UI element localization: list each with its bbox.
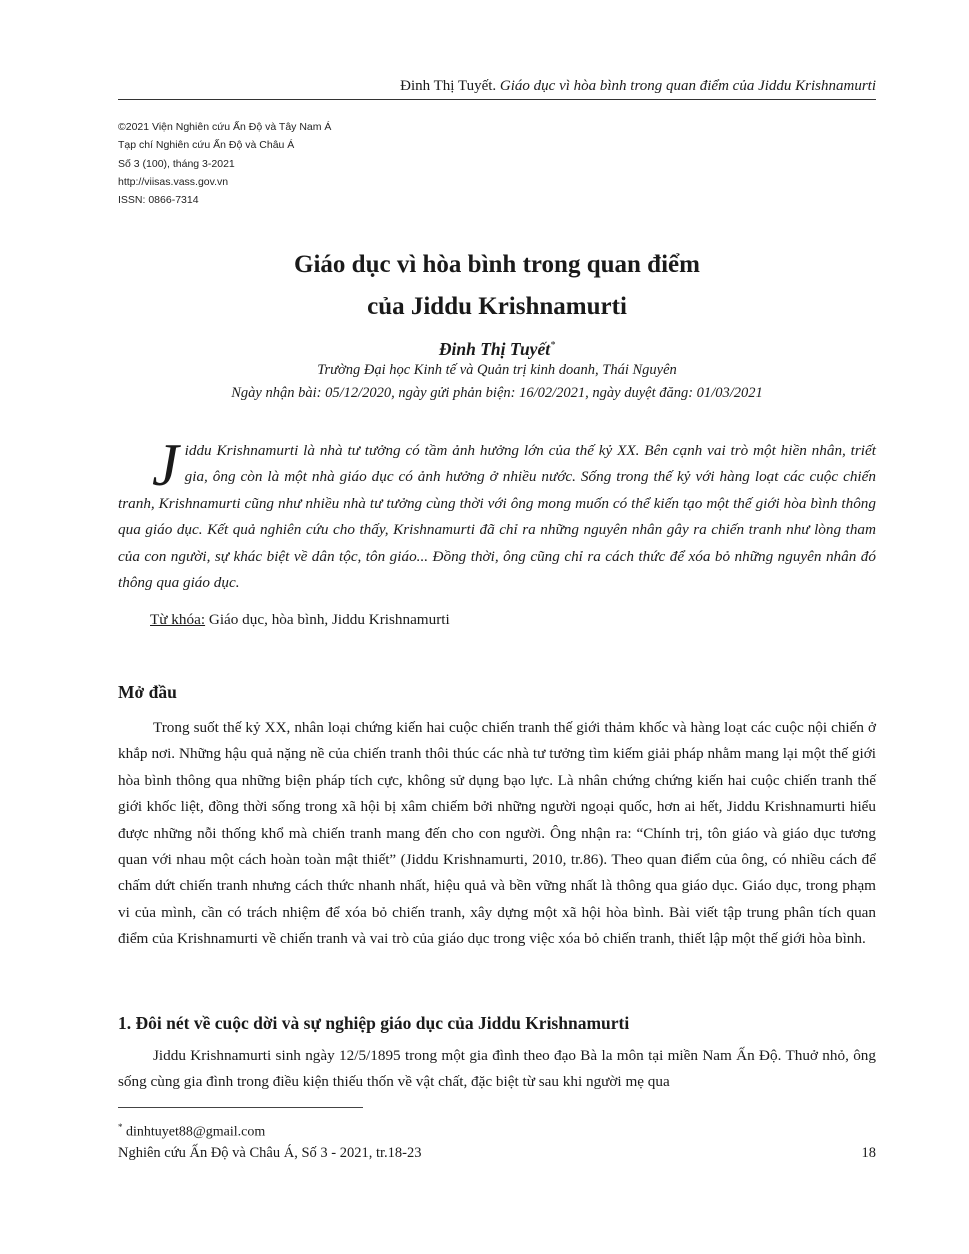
section-1-heading: 1. Đôi nét về cuộc dời và sự nghiệp giáo dục của Jiddu Krishnamurti <box>118 1013 630 1033</box>
publication-meta <box>118 118 518 209</box>
abstract-text: iddu Krishnamurti là nhà tư tưởng có tầm ảnh hưởng lớn của thế kỷ XX. Bên cạnh vai trò một hiền nhân, triết gia, ông còn là một nhà giáo dục có ảnh hưởng ở nhiều nước. Sống trong thế kỷ với hàng loạt các cuộc chiến tranh, Krishnamurti cũng như nhiều nhà tư tưởng cùng thời với ông mong muốn có thể kiến tạo một thế giới hòa bình thông qua giáo dục. Kết quả nghiên cứu cho thấy, Krishnamurti đã chỉ ra những nguyên nhân gây ra chiến tranh như lòng tham của con người, sự khác biệt về dân tộc, tôn giáo... Đồng thời, ông cũng chỉ ra cách thức để xóa bỏ những nguyên nhân đó thông qua giáo dục. <box>118 442 876 592</box>
author <box>118 334 876 361</box>
footer-journal-citation: Nghiên cứu Ấn Độ và Châu Á, Số 3 - 2021, tr.18-23 <box>118 1145 422 1161</box>
author-name: Đinh Thị Tuyết <box>438 338 551 359</box>
author-footnote-mark: * <box>550 340 556 351</box>
page-number: 18 <box>861 1145 876 1161</box>
intro-paragraph: Trong suốt thế kỷ XX, nhân loại chứng kiến hai cuộc chiến tranh thế giới thảm khốc và hàng loạt các cuộc nội chiến ở khắp nơi. Những hậu quả nặng nề của chiến tranh thôi thúc các nhà tư tưởng tìm kiếm giải pháp nhằm mang lại một thế giới hòa bình thông qua những biện pháp tích cực, không sử dụng bạo lực. Là nhân chứng chứng kiến hai cuộc chiến tranh thế giới khốc liệt, đồng thời sống trong xã hội bị xâm chiếm bởi những người ngoại quốc, hơn ai hết, Jiddu Krishnamurti hiểu được những nỗi thống khổ mà chiến tranh mang đến cho con người. Ông nhận ra: “Chính trị, tôn giáo và giáo dục tương quan với nhau một cách hoàn toàn mật thiết” (Jiddu Krishnamurti, 2010, tr.86). Theo quan điểm của ông, có nhiều cách để chấm dứt chiến tranh nhưng cách thức nhanh nhất, hiệu quả và bền vững nhất là thông qua giáo dục. Giáo dục, trong phạm vi của mình, cần có trách nhiệm để xóa bỏ chiến tranh, xây dựng một xã hội hòa bình. Bài viết tập trung phân tích quan điểm của Krishnamurti về chiến tranh và vai trò của giáo dục trong việc xóa bỏ chiến tranh, thiết lập một thế giới hòa bình. <box>118 719 876 948</box>
meta-journal: Tạp chí Nghiên cứu Ấn Độ và Châu Á <box>118 139 295 152</box>
abstract <box>118 432 876 596</box>
meta-url: http://viisas.vass.gov.vn <box>118 175 229 188</box>
footnote <box>118 1117 265 1143</box>
running-head-title: Giáo dục vì hòa bình trong quan điểm của Jiddu Krishnamurti <box>499 78 876 94</box>
footnote-rule <box>118 1107 363 1108</box>
article-title <box>118 244 876 328</box>
footnote-email: dinhtuyet88@gmail.com <box>122 1124 266 1140</box>
meta-issn: ISSN: 0866-7314 <box>118 194 199 207</box>
running-head-author: Đinh Thị Tuyết. <box>400 78 497 94</box>
article-title-line-2: của Jiddu Krishnamurti <box>367 293 627 320</box>
running-head <box>118 76 876 100</box>
submission-dates: Ngày nhận bài: 05/12/2020, ngày gửi phản biện: 16/02/2021, ngày duyệt đăng: 01/03/2021 <box>231 385 763 401</box>
footnote-mark: * <box>118 1122 123 1132</box>
author-affiliation: Trường Đại học Kinh tế và Quản trị kinh doanh, Thái Nguyên <box>317 362 677 378</box>
abstract-dropcap: J <box>152 432 179 498</box>
article-title-line-1: Giáo dục vì hòa bình trong quan điểm <box>294 251 700 278</box>
keywords-label: Từ khóa: <box>150 611 206 628</box>
meta-copyright: ©2021 Viện Nghiên cứu Ấn Độ và Tây Nam Á <box>118 121 332 133</box>
meta-issue: Số 3 (100), tháng 3-2021 <box>118 157 235 170</box>
keywords-value: Giáo dục, hòa bình, Jiddu Krishnamurti <box>205 611 450 628</box>
section-1-paragraph: Jiddu Krishnamurti sinh ngày 12/5/1895 trong một gia đình theo đạo Bà la môn tại miền Nam Ấn Độ. Thuở nhỏ, ông sống cùng gia đình trong điều kiện thiếu thốn về vật chất, đặc biệt từ sau khi người mẹ qua <box>118 1047 876 1091</box>
intro-heading: Mở đầu <box>118 682 177 702</box>
keywords <box>150 608 876 632</box>
